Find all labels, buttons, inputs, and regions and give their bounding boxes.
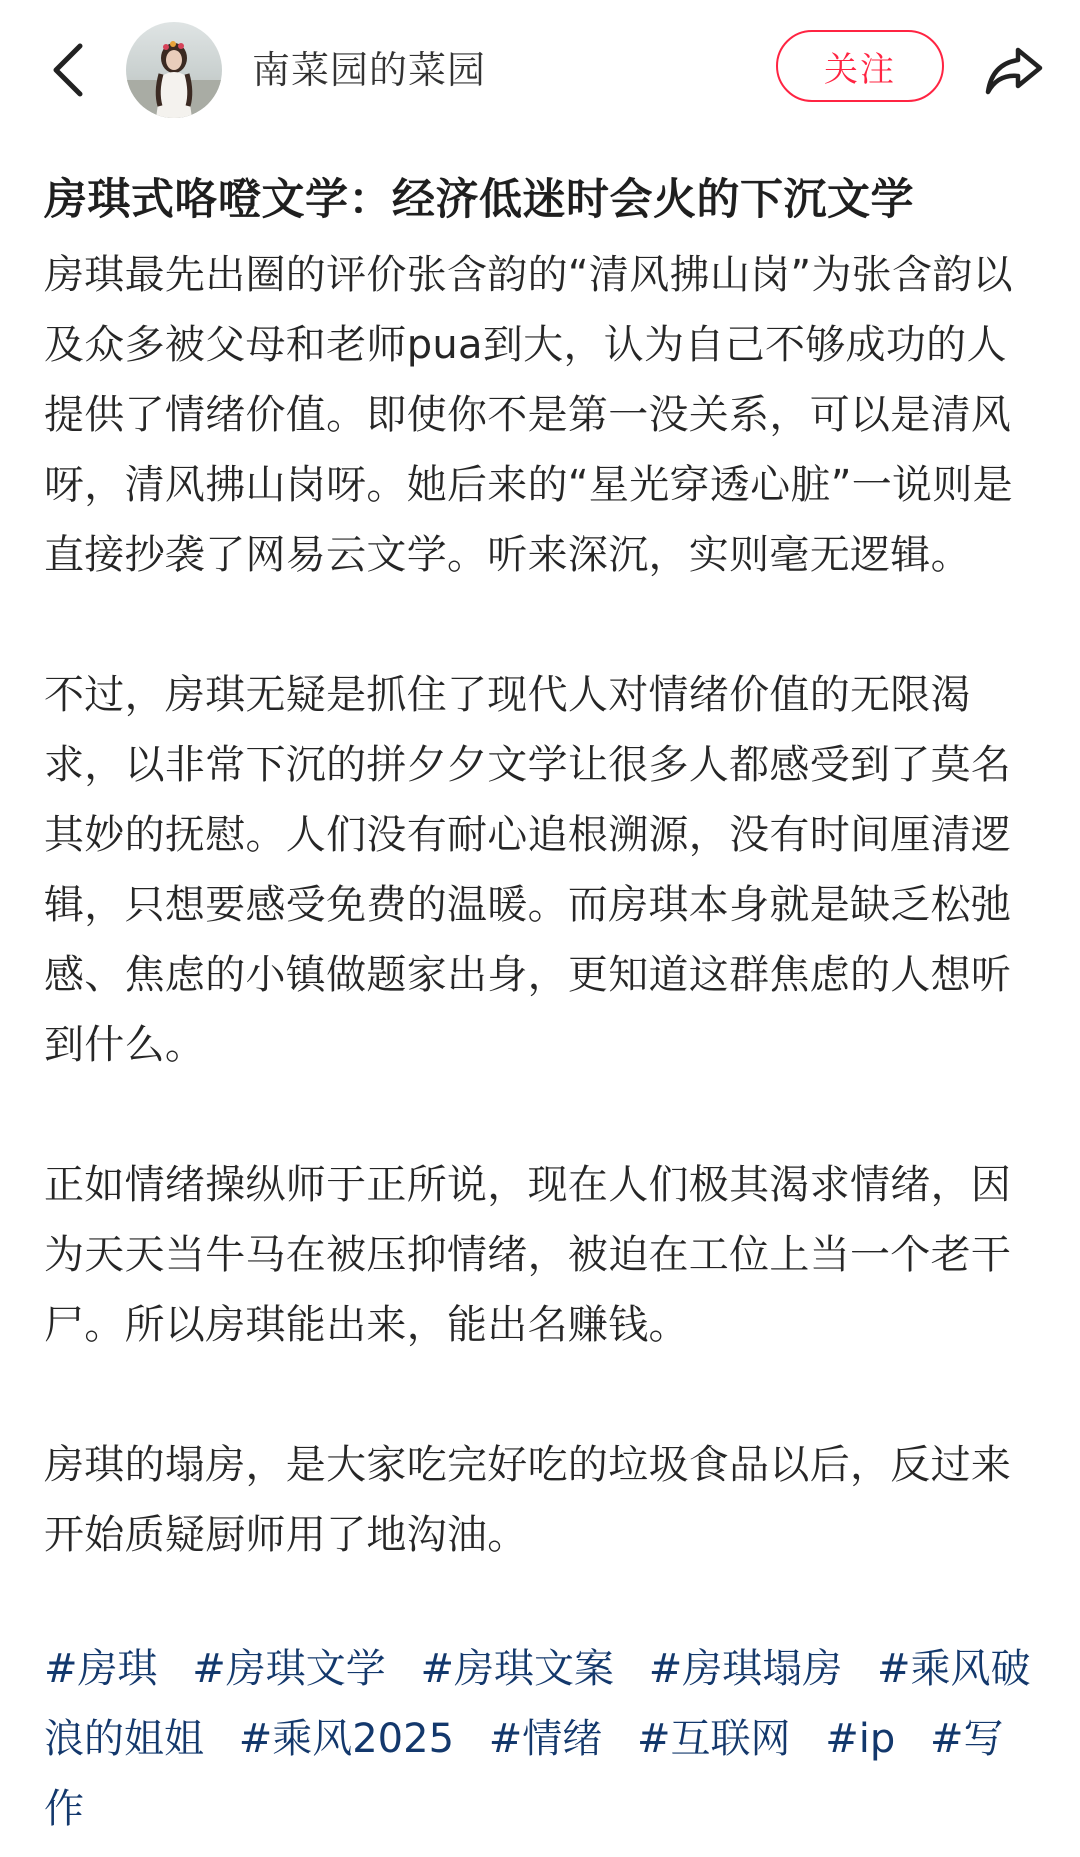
post-paragraph-1: 房琪最先出圈的评价张含韵的“清风拂山岗”为张含韵以及众多被父母和老师pua到大，认为自己不够成功的人提供了情绪价值。即使你不是第一没关系，可以是清风呀，清风拂山岗呀。她后来的“星光穿透心脏”一说则是直接抄袭了网易云文学。听来深沉，实则毫无逻辑。: [44, 252, 1013, 578]
tag-list: [44, 1634, 1040, 1844]
post-title: 房琪式咯噔文学：经济低迷时会火的下沉文学: [44, 175, 914, 225]
author-photo: [126, 22, 222, 118]
follow-button[interactable]: 关注: [776, 30, 944, 102]
tag-link[interactable]: #乘风破浪的姐姐: [44, 1646, 1031, 1762]
tag-link[interactable]: #房琪文学: [192, 1646, 386, 1692]
tag-link[interactable]: #房琪塌房: [648, 1646, 843, 1692]
author-name[interactable]: 南菜园的菜园: [252, 48, 487, 92]
post-paragraph-2: 不过，房琪无疑是抓住了现代人对情绪价值的无限渴求，以非常下沉的拼夕夕文学让很多人都感受到了莫名其妙的抚慰。人们没有耐心追根溯源，没有时间厘清逻辑，只想要感受免费的温暖。而房琪本身就是缺乏松弛感、焦虑的小镇做题家出身，更知道这群焦虑的人想听到什么。: [44, 672, 1012, 1068]
tag-link[interactable]: #情绪: [488, 1716, 603, 1762]
chevron-left-icon: [50, 42, 86, 98]
post-content: [44, 166, 1040, 1844]
avatar[interactable]: [126, 22, 222, 118]
tag-link[interactable]: #写作: [44, 1716, 1004, 1832]
tag-link[interactable]: #房琪文案: [420, 1646, 614, 1692]
tag-link[interactable]: #ip: [825, 1716, 896, 1762]
share-arrow-icon: [984, 44, 1044, 96]
tag-link[interactable]: #房琪: [44, 1646, 158, 1692]
tag-link[interactable]: #乘风2025: [238, 1716, 455, 1762]
tag-link[interactable]: #互联网: [636, 1716, 791, 1762]
share-button[interactable]: [982, 38, 1046, 102]
back-button[interactable]: [40, 32, 96, 108]
post-paragraph-3: 正如情绪操纵师于正所说，现在人们极其渴求情绪，因为天天当牛马在被压抑情绪，被迫在工位上当一个老干尸。所以房琪能出来，能出名赚钱。: [44, 1162, 1012, 1348]
top-bar: [0, 0, 1080, 140]
post-paragraph-4: 房琪的塌房，是大家吃完好吃的垃圾食品以后，反过来开始质疑厨师用了地沟油。: [44, 1442, 1012, 1558]
